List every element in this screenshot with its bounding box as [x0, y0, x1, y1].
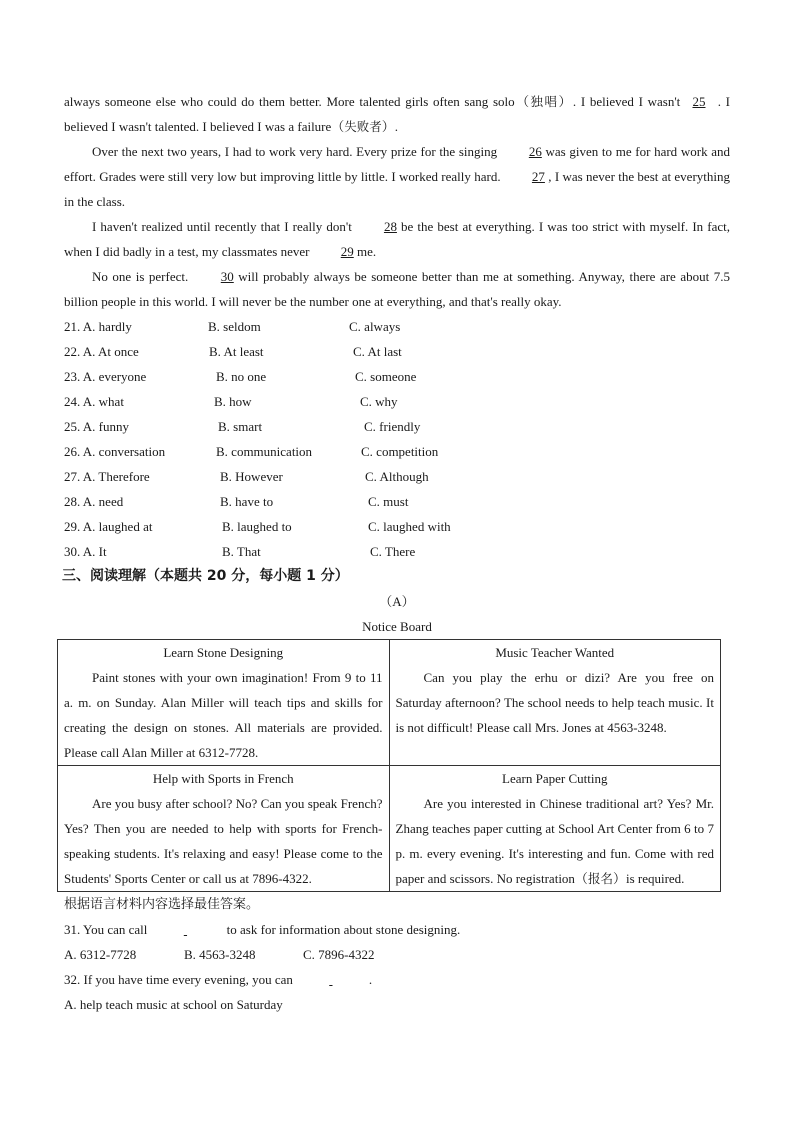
notice-body: Can you play the erhu or dizi? Are you free on Saturday afternoon? The school needs to help teach music. It is not difficult! Please call Mrs. Jones at 4563-3248. — [395, 670, 714, 735]
question-31-options — [64, 942, 730, 967]
notice-paper-cutting — [389, 766, 721, 892]
notice-sports-french — [58, 766, 390, 892]
option-row-29: 29. A. laughed at B. laughed to C. laughed with — [64, 519, 451, 534]
notice-body: Are you busy after school? No? Can you speak French? Yes? Then you are needed to help with sports for French-speaking students. It's relaxing and easy! Please come to the Students' Sports Center or call us at 7896-4322. — [64, 796, 383, 886]
notice-music-teacher — [389, 640, 721, 766]
option-b: B. 4563-3248 — [184, 947, 256, 962]
option-row-23: 23. A. everyone B. no one C. someone — [64, 369, 417, 384]
option-row-27: 27. A. Therefore B. However C. Although — [64, 469, 429, 484]
document-page — [64, 89, 730, 1017]
option-row-21: 21. A. hardly B. seldom C. always — [64, 319, 401, 334]
blank-q31 — [147, 917, 223, 942]
notice-title: Learn Stone Designing — [163, 645, 284, 660]
notice-stone-designing — [58, 640, 390, 766]
notice-title: Learn Paper Cutting — [502, 771, 608, 786]
passage-paragraph-2: Over the next two years, I had to work very hard. Every prize for the singing 26 was given to me for hard work and effort. Grades were still very low but improving little by little. I worked really hard. 27 , I was never the best at everything in the class. — [64, 139, 730, 214]
instruction-text: 根据语言材料内容选择最佳答案。 — [64, 897, 260, 912]
notice-board-table — [57, 639, 721, 892]
notice-body: Paint stones with your own imagination! From 9 to 11 a. m. on Sunday. Alan Miller will teach tips and skills for creating the design on stones. All materials are provided. Please call Alan Miller at 6312-7728. — [64, 670, 383, 760]
passage-paragraph-3: I haven't realized until recently that I really don't 28 be the best at everything. I was too strict with myself. In fact, when I did badly in a test, my classmates never 29 me. — [64, 214, 730, 264]
option-a: A. 6312-7728 — [64, 947, 137, 962]
blank-25: 25 — [692, 94, 706, 109]
question-31: 31. You can call to ask for information about stone designing. — [64, 917, 730, 942]
option-row-28: 28. A. need B. have to C. must — [64, 494, 409, 509]
option-row-22: 22. A. At once B. At least C. At last — [64, 344, 402, 359]
notice-title: Help with Sports in French — [152, 771, 294, 786]
blank-q32 — [293, 967, 369, 992]
notice-title: Music Teacher Wanted — [495, 645, 615, 660]
notice-body: Are you interested in Chinese traditional art? Yes? Mr. Zhang teaches paper cutting at School Art Center from 6 to 7 p. m. every evening. It's interesting and fun. Come with red paper and scissors. No registration（报名）is required. — [395, 796, 714, 886]
board-title: Notice Board — [362, 619, 432, 634]
option-c: C. 7896-4322 — [303, 947, 375, 962]
options-list — [64, 314, 730, 564]
blank-27: 27 — [531, 169, 545, 184]
passage-paragraph-4: No one is perfect. 30 will probably always be someone better than me at something. Anyway, there are about 7.5 billion people in this world. I will never be the number one at everything, and that's really okay. — [64, 264, 730, 314]
option-row-30: 30. A. It B. That C. There — [64, 544, 416, 559]
question-32-option-a: A. help teach music at school on Saturday — [64, 997, 283, 1012]
section-title: 三、阅读理解（本题共 20 分，每小题 1 分） — [62, 568, 349, 584]
blank-26: 26 — [528, 144, 542, 159]
part-label: （A） — [379, 594, 415, 609]
option-row-25: 25. A. funny B. smart C. friendly — [64, 419, 421, 434]
passage-paragraph-1: always someone else who could do them better. More talented girls often sang solo（独唱）. I believed I wasn't 25 . I believed I wasn't talented. I believed I was a failure（失败者）. — [64, 89, 730, 139]
blank-29: 29 — [340, 244, 354, 259]
blank-28: 28 — [383, 219, 397, 234]
blank-30: 30 — [220, 269, 234, 284]
option-row-26: 26. A. conversation B. communication C. competition — [64, 444, 439, 459]
option-row-24: 24. A. what B. how C. why — [64, 394, 398, 409]
question-32: 32. If you have time every evening, you can . — [64, 967, 730, 992]
